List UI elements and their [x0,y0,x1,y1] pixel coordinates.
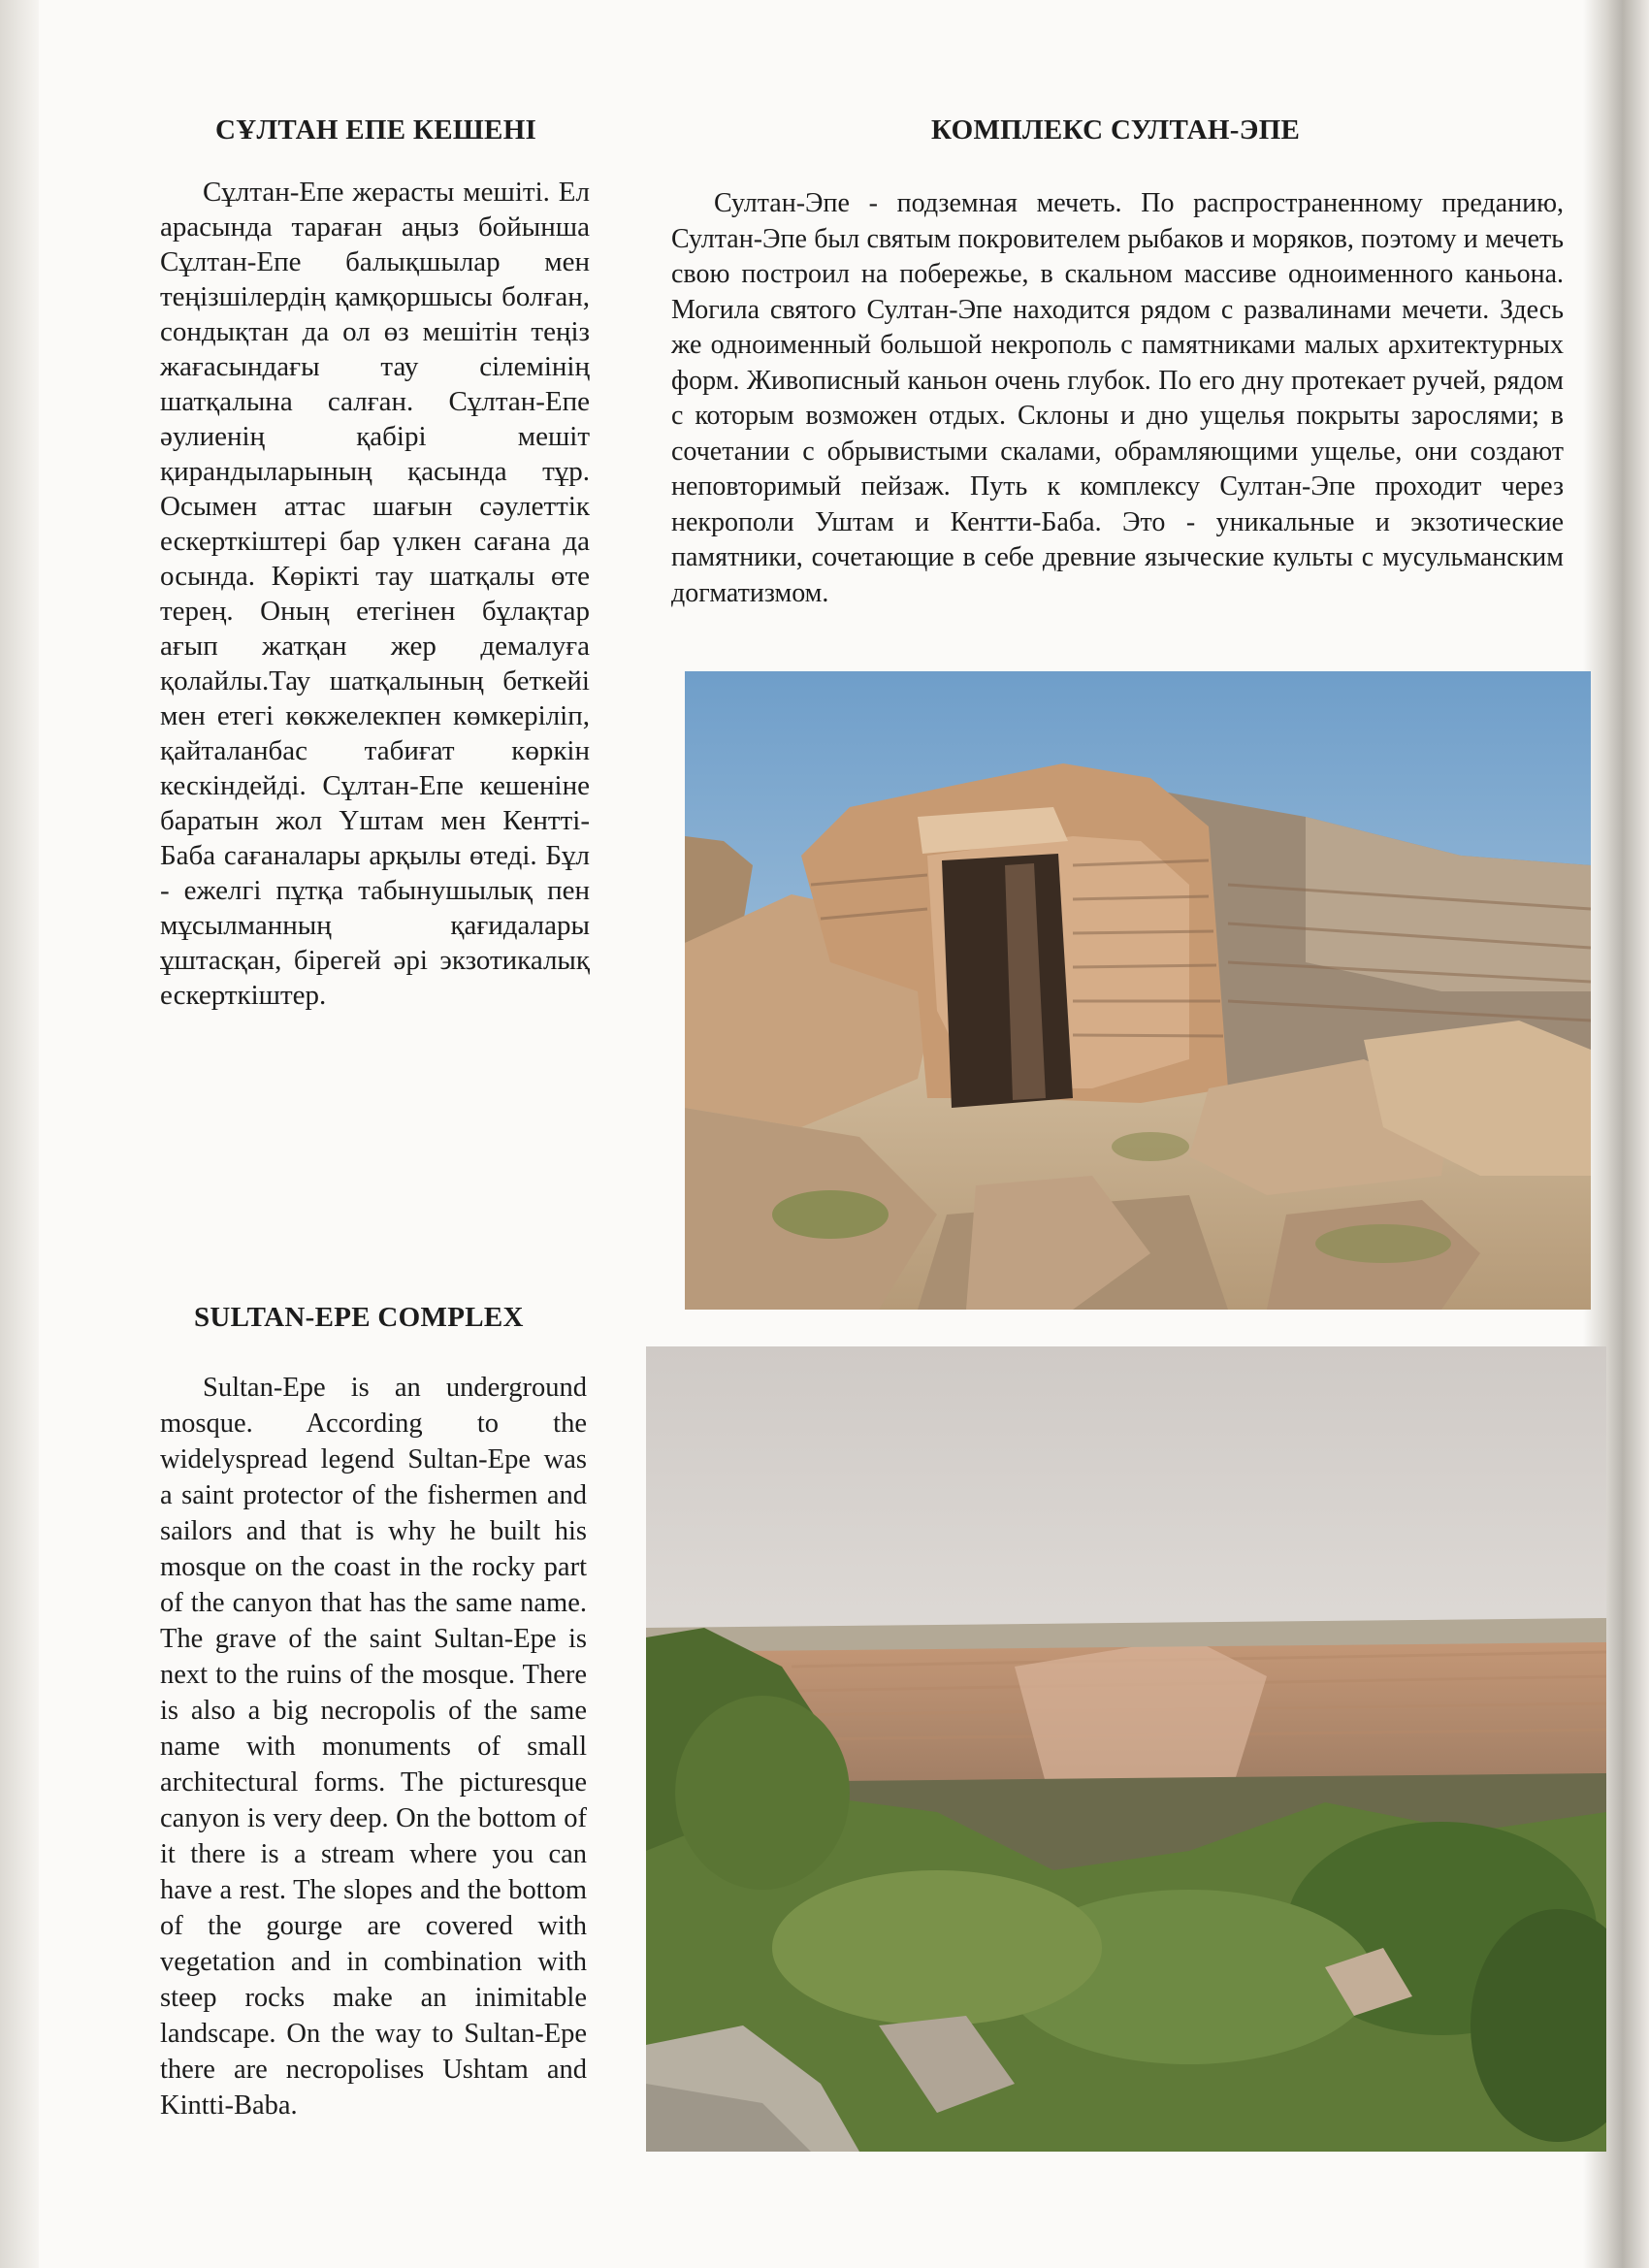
kazakh-body: Сұлтан-Епе жерасты мешіті. Ел арасында тараған аңыз бойынша Сұлтан-Епе балықшылар мен теңізшілердің қамқоршысы болған, сондықтан да ол өз мешітін теңіз жағасындағы тау сілемінің шатқалына салған. Сұлтан-Епе әулиенің қабірі мешіт қирандыларының қасында тұр. Осымен аттас шағын сәулеттік ескерткіштері бар үлкен сағана да осында. Көрікті тау шатқалы өте терең. Оның етегінен бұлақтар ағып жатқан жер демалуға қолайлы.Тау шатқалының беткейі мен етегі көкжелекпен көмкеріліп, қайталанбас табиғат көркін кескіндейді. Сұлтан-Епе кешеніне баратын жол Үштам мен Кентті-Баба сағаналары арқылы өтеді. Бұл - ежелгі пұтқа табынушылық пен мұсылманның қағидалары ұштасқан, бірегей әрі экзотикалық ескерткіштер. [160,177,590,1011]
russian-title: КОМПЛЕКС СУЛТАН-ЭПЕ [931,114,1301,146]
kazakh-title: СҰЛТАН ЕПЕ КЕШЕНІ [215,114,537,146]
canyon-photo [646,1346,1606,2152]
canyon-image [646,1346,1606,2152]
english-body: Sultan-Epe is an underground mosque. According to the widelyspread legend Sultan-Epe was a saint protector of the fishermen and sailors and that is why he built his mosque on the coast in the rocky part of the canyon that has the same name. The grave of the saint Sultan-Epe is next to the ruins of the mosque. There is also a big necropolis of the same name with monuments of small architectural forms. The picturesque canyon is very deep. On the bottom of it there is a stream where you can have a rest. The slopes and the bottom of the gourge are covered with vegetation and in combination with steep rocks make an inimitable landscape. On the way to Sultan-Epe there are necropolises Ushtam and Kintti-Baba. [160,1373,587,2121]
english-title: SULTAN-EPE COMPLEX [194,1302,524,1333]
mosque-ruins-image [685,671,1591,1310]
mosque-ruins-photo [685,671,1591,1310]
russian-body: Султан-Эпе - подземная мечеть. По распространенному преданию, Султан-Эпе был святым покровителем рыбаков и моряков, поэтому и мечеть свою построил на побережье, в скальном массиве одноименного каньона. Могила святого Султан-Эпе находится рядом с развалинами мечети. Здесь же одноименный большой некрополь с памятниками малых архитектурных форм. Живописный каньон очень глубок. По его дну протекает ручей, рядом с которым возможен отдых. Склоны и дно ущелья покрыты зарослями; в сочетании с обрывистыми скалами, обрамляющими ущелье, они создают неповторимый пейзаж. Путь к комплексу Султан-Эпе проходит через некрополи Уштам и Кентти-Баба. Это - уникальные и экзотические памятники, сочетающие в себе древние языческие культы с мусульманским догматизмом. [671,188,1564,608]
